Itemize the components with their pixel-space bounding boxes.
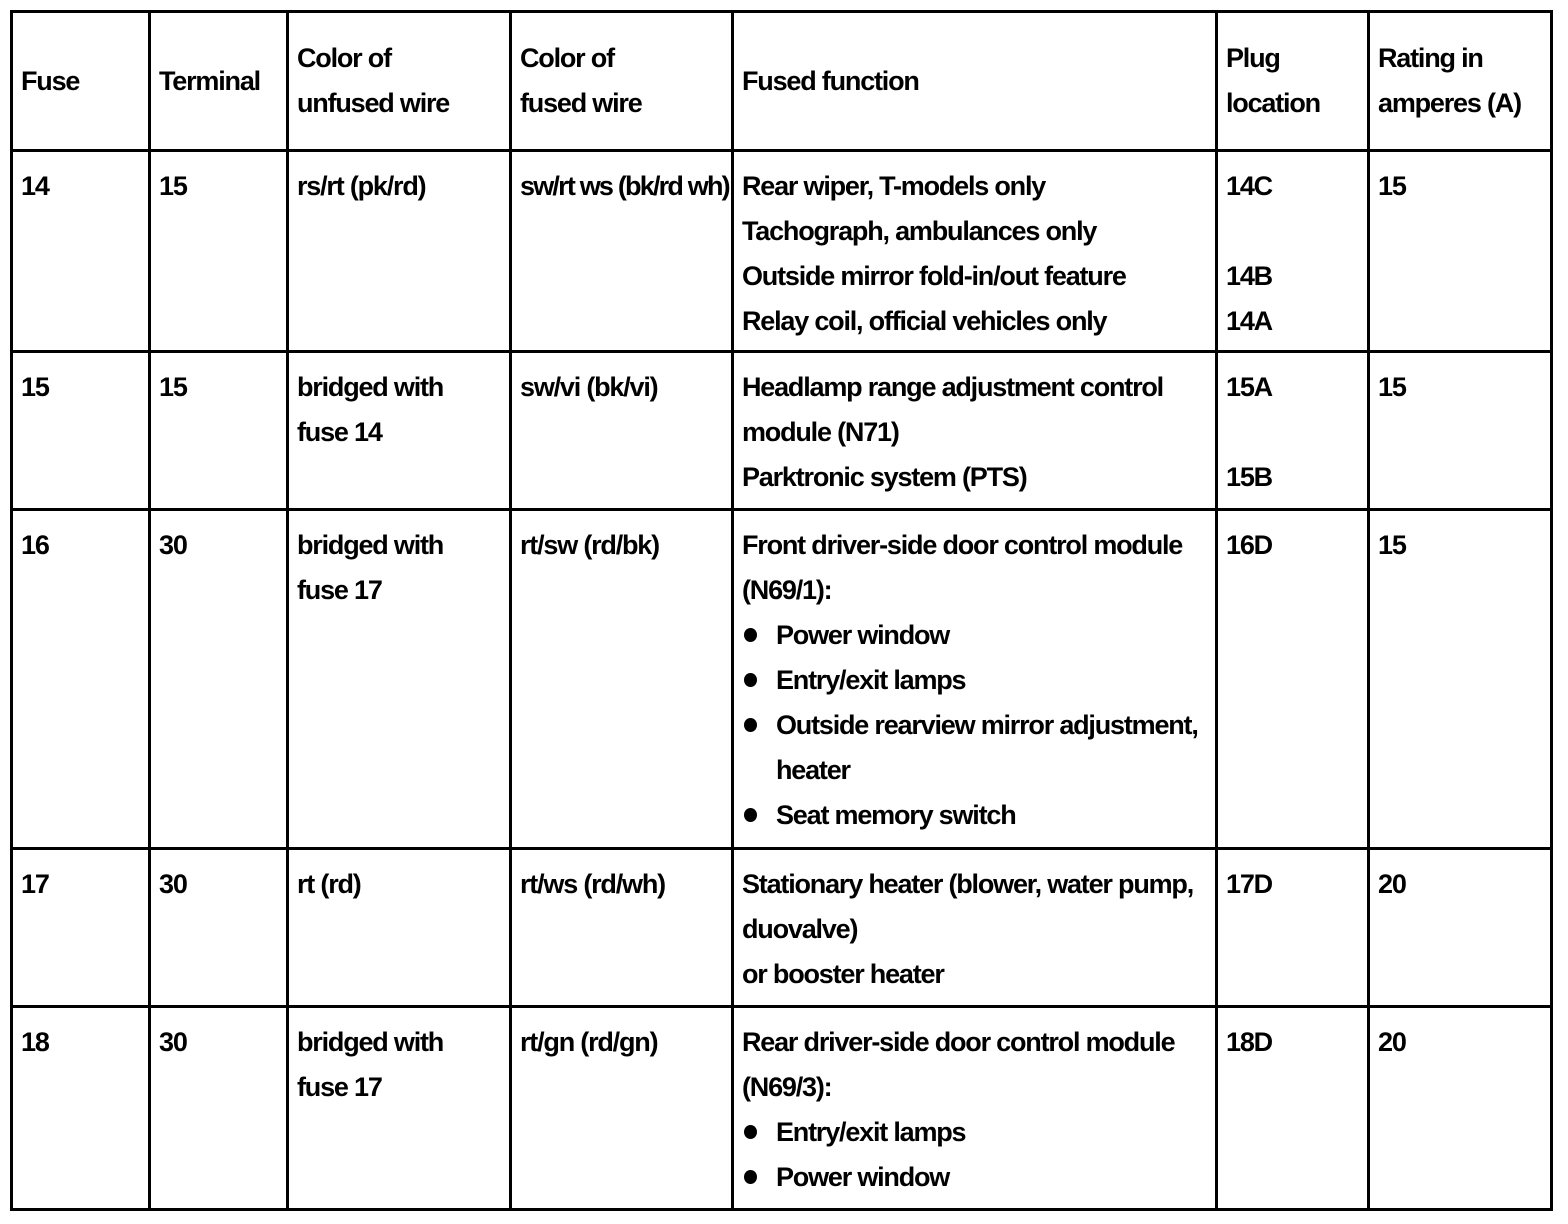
header-plug-location: Plug location [1217,12,1369,151]
fuse-number: 17 [12,849,150,1007]
fused-wire-color: sw/rt ws (bk/rd wh) [511,151,733,352]
rating-amperes: 20 [1369,1007,1552,1210]
rating-amperes: 15 [1369,510,1552,849]
header-fused-wire: Color of fused wire [511,12,733,151]
list-item: Seat memory switch [742,793,1215,838]
rating-amperes: 20 [1369,849,1552,1007]
rating-amperes: 15 [1369,151,1552,352]
plug-location: 14C 14B 14A [1217,151,1369,352]
fuse-document [10,10,1553,1211]
terminal-number: 30 [150,510,288,849]
terminal-number: 30 [150,1007,288,1210]
unfused-wire-color: bridged with fuse 14 [288,352,511,510]
terminal-number: 30 [150,849,288,1007]
plug-location: 16D [1217,510,1369,849]
table-row [12,1007,1552,1210]
list-item: Power window [742,1155,1215,1200]
table-row [12,849,1552,1007]
list-item: Power window [742,613,1215,658]
header-rating: Rating in amperes (A) [1369,12,1552,151]
header-row [12,12,1552,151]
table-row [12,352,1552,510]
unfused-wire-color: bridged with fuse 17 [288,510,511,849]
list-item: Entry/exit lamps [742,1110,1215,1155]
fuse-number: 18 [12,1007,150,1210]
unfused-wire-color: rs/rt (pk/rd) [288,151,511,352]
table-row [12,510,1552,849]
header-fuse: Fuse [12,12,150,151]
header-fused-function: Fused function [733,12,1217,151]
unfused-wire-color: bridged with fuse 17 [288,1007,511,1210]
terminal-number: 15 [150,352,288,510]
unfused-wire-color: rt (rd) [288,849,511,1007]
plug-location: 18D [1217,1007,1369,1210]
fuse-number: 16 [12,510,150,849]
fused-wire-color: rt/ws (rd/wh) [511,849,733,1007]
plug-location: 15A 15B [1217,352,1369,510]
fuse-number: 14 [12,151,150,352]
header-unfused-wire: Color of unfused wire [288,12,511,151]
fused-wire-color: rt/sw (rd/bk) [511,510,733,849]
fuse-number: 15 [12,352,150,510]
fused-wire-color: sw/vi (bk/vi) [511,352,733,510]
fused-function: Stationary heater (blower, water pump, duovalve) or booster heater [733,849,1217,1007]
list-item: Outside rearview mirror adjustment, [742,703,1215,748]
rating-amperes: 15 [1369,352,1552,510]
fuse-table [10,10,1553,1211]
fused-function: Rear wiper, T-models only Tachograph, ambulances only Outside mirror fold-in/out feature Relay coil, official vehicles only [733,151,1217,352]
fused-function: Front driver-side door control module (N69/1): Power window Entry/exit lamps Outside rearview mirror adjustment, heater Seat memory switch [733,510,1217,849]
terminal-number: 15 [150,151,288,352]
fused-wire-color: rt/gn (rd/gn) [511,1007,733,1210]
fused-function: Headlamp range adjustment control module (N71) Parktronic system (PTS) [733,352,1217,510]
plug-location: 17D [1217,849,1369,1007]
header-terminal: Terminal [150,12,288,151]
table-row [12,151,1552,352]
fused-function: Rear driver-side door control module (N69/3): Entry/exit lamps Power window [733,1007,1217,1210]
list-item: Entry/exit lamps [742,658,1215,703]
